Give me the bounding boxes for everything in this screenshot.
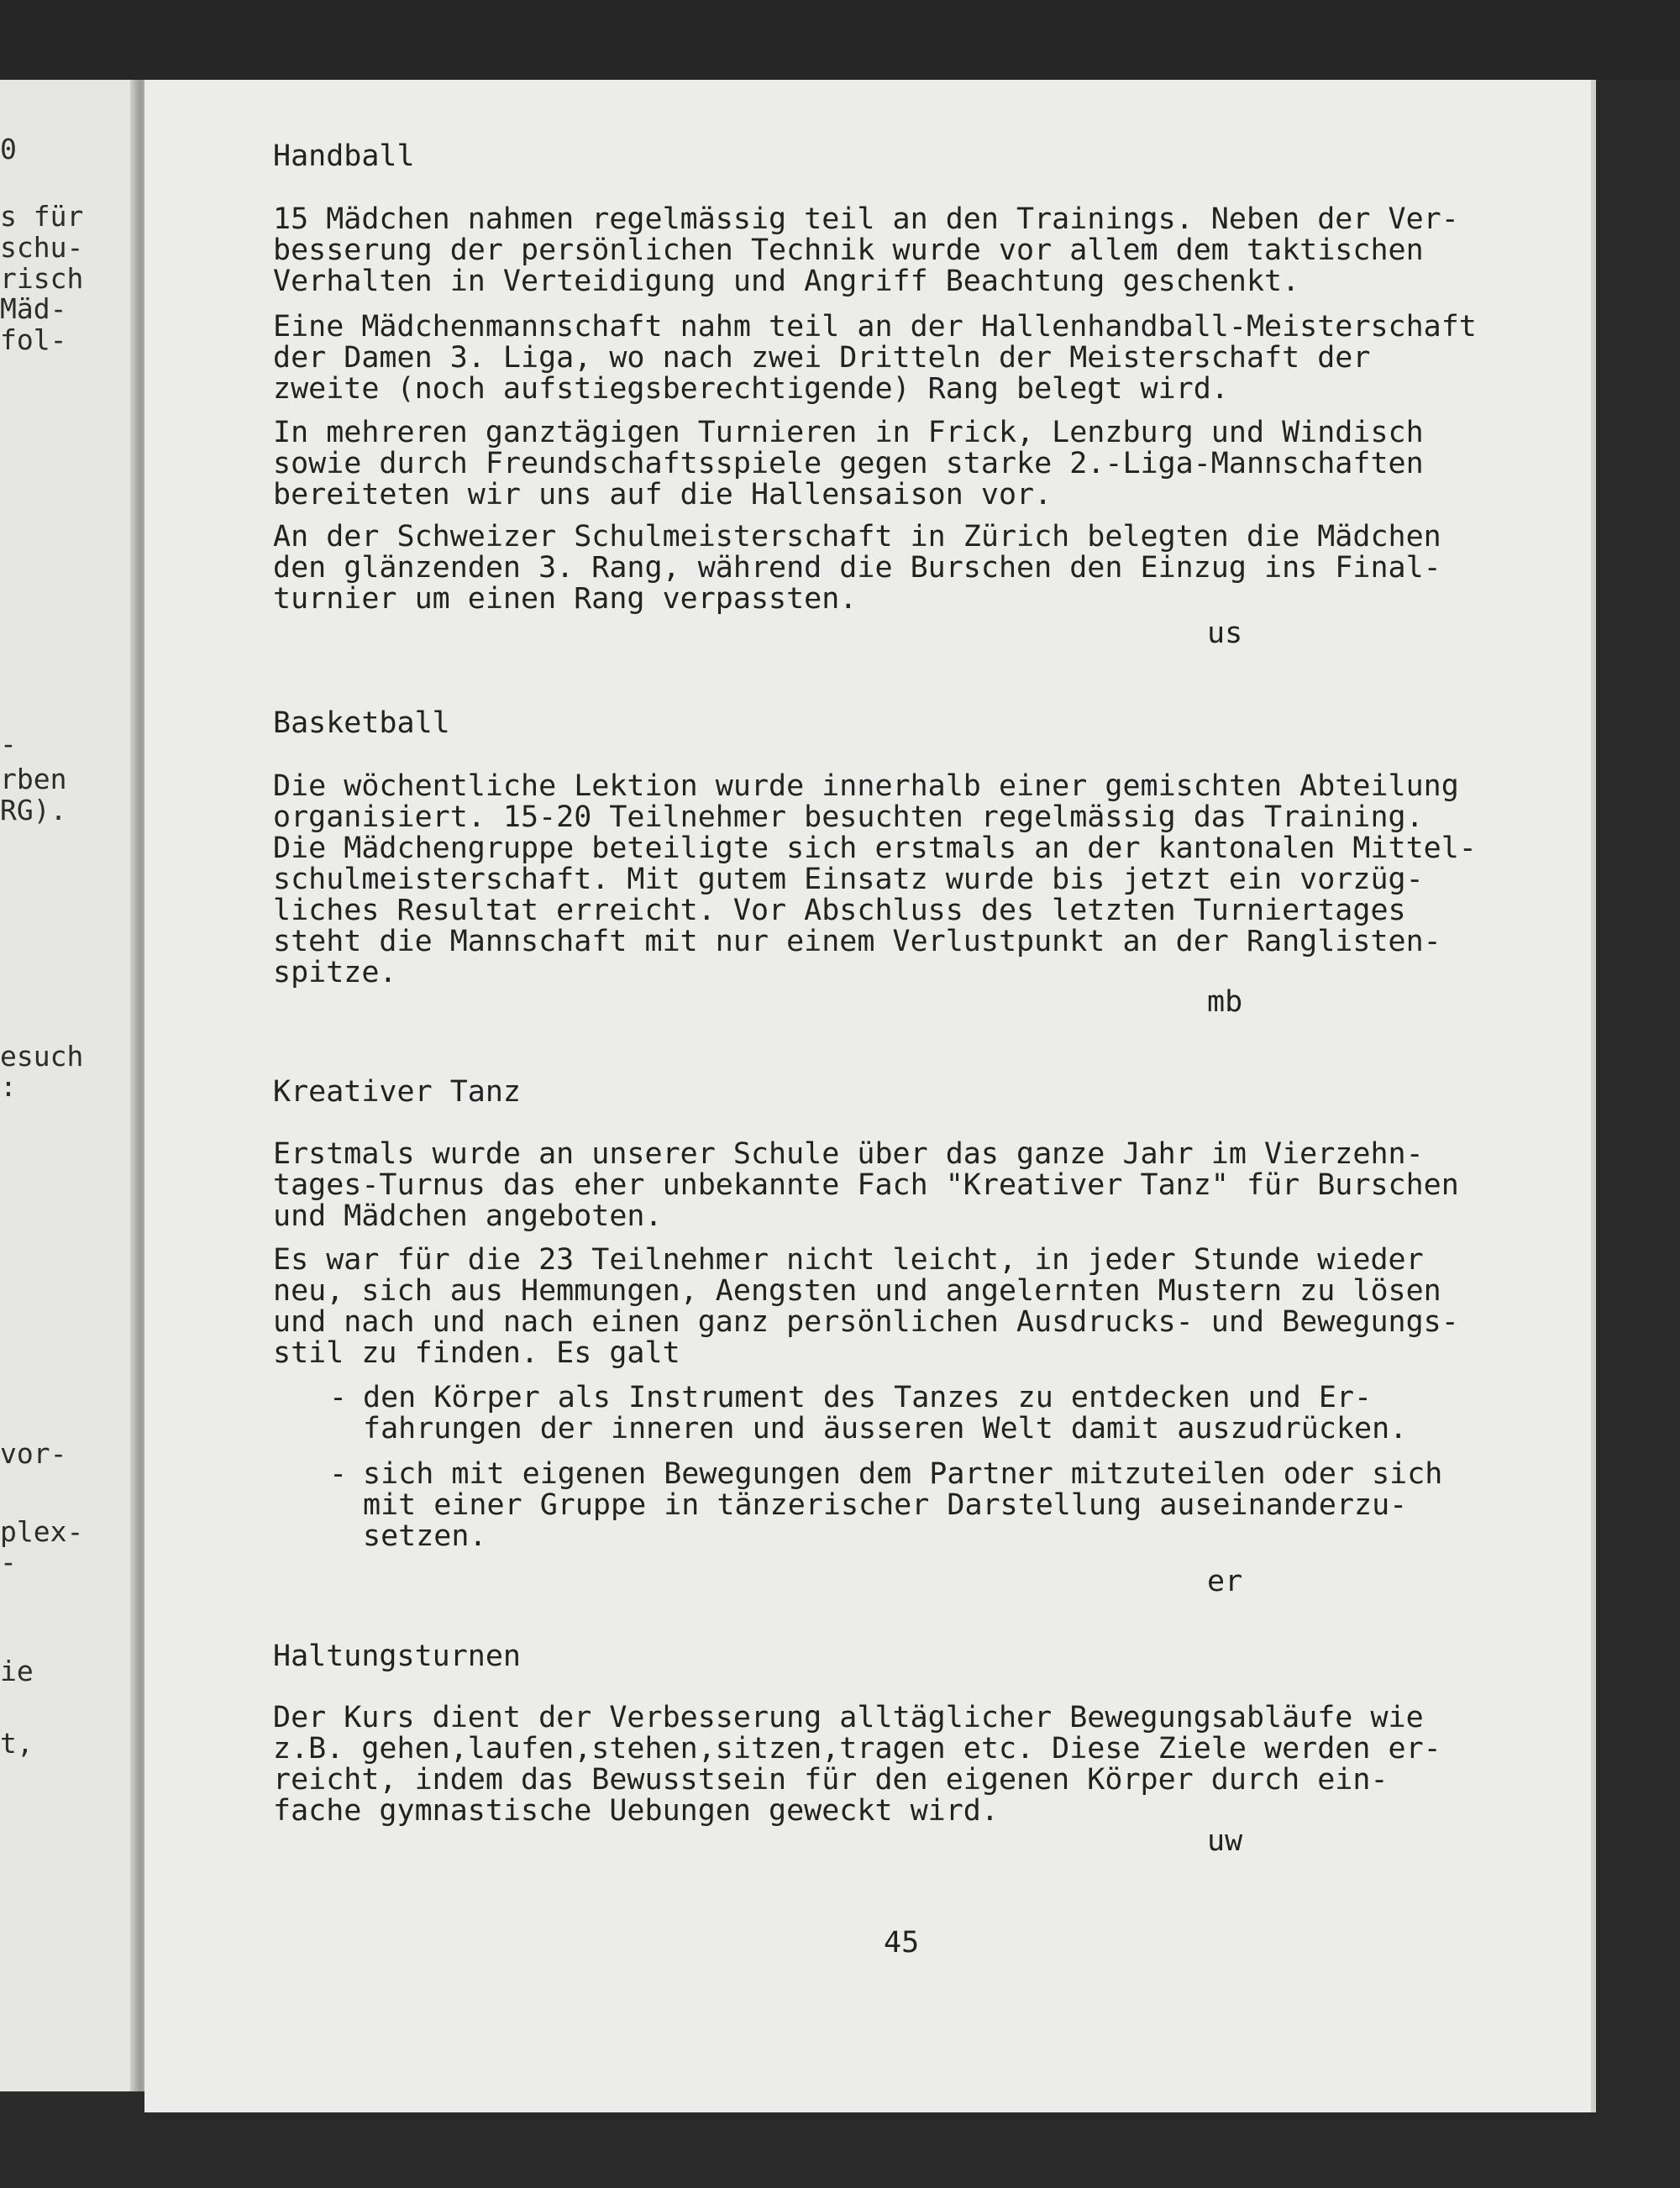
paragraph-line: Erstmals wurde an unserer Schule über das ganze Jahr im Vierzehn- — [273, 1137, 1424, 1171]
paragraph-line: 15 Mädchen nahmen regelmässig teil an den Trainings. Neben der Ver- — [273, 202, 1459, 236]
left-page-fragment: ie — [0, 1656, 34, 1687]
section-heading: Kreativer Tanz — [273, 1075, 522, 1109]
paragraph-line: Eine Mädchenmannschaft nahm teil an der Hallenhandball-Meisterschaft — [273, 310, 1477, 344]
section-heading: Basketball — [273, 706, 450, 740]
paragraph-line: stil zu finden. Es galt — [273, 1336, 680, 1370]
paragraph-line: z.B. gehen,laufen,stehen,sitzen,tragen etc. Diese Ziele werden er- — [273, 1732, 1441, 1766]
left-page-fragment: schu- — [0, 233, 84, 263]
left-page-fragment: rben — [0, 764, 67, 795]
paragraph-line: besserung der persönlichen Technik wurde vor allem dem taktischen — [273, 233, 1424, 267]
paragraph-line: bereiteten wir uns auf die Hallensaison vor. — [273, 478, 1053, 512]
paragraph-line: Der Kurs dient der Verbesserung alltäglicher Bewegungsabläufe wie — [273, 1701, 1424, 1734]
left-page-fragment: RG). — [0, 795, 67, 826]
bullet-item-line: mit einer Gruppe in tänzerischer Darstellung auseinanderzu- — [363, 1488, 1408, 1522]
left-page-fragment: fol- — [0, 325, 67, 355]
left-page-fragment: vor- — [0, 1439, 67, 1469]
left-page-fragment: risch — [0, 264, 84, 294]
left-page-fragment: plex- — [0, 1517, 84, 1547]
left-page-fragment: Mäd- — [0, 294, 67, 324]
bullet-item-line: setzen. — [363, 1519, 487, 1553]
left-page-fragment: 0 — [0, 134, 17, 165]
author-initials: us — [1207, 617, 1243, 650]
paragraph-line: turnier um einen Rang verpassten. — [273, 582, 858, 616]
paragraph-line: und Mädchen angeboten. — [273, 1199, 663, 1233]
paragraph-line: In mehreren ganztägigen Turnieren in Frick, Lenzburg und Windisch — [273, 416, 1424, 449]
paragraph-line: Es war für die 23 Teilnehmer nicht leicht, in jeder Stunde wieder — [273, 1243, 1424, 1277]
paragraph-line: neu, sich aus Hemmungen, Aengsten und angelernten Mustern zu lösen — [273, 1274, 1441, 1308]
left-page-fragment: : — [0, 1072, 17, 1102]
left-page-fragment: - — [0, 729, 17, 759]
page-number: 45 — [884, 1926, 920, 1960]
paragraph-line: reicht, indem das Bewusstsein für den eigenen Körper durch ein- — [273, 1763, 1389, 1797]
left-page-fragment: esuch — [0, 1042, 84, 1072]
bullet-item-line: fahrungen der inneren und äusseren Welt damit auszudrücken. — [363, 1412, 1408, 1446]
paragraph-line: sowie durch Freundschaftsspiele gegen starke 2.-Liga-Mannschaften — [273, 447, 1424, 480]
left-page-fragment: - — [0, 1547, 17, 1577]
paragraph-line: Die wöchentliche Lektion wurde innerhalb einer gemischten Abteilung — [273, 769, 1459, 803]
background-top — [0, 0, 1680, 80]
bullet-item-line: sich mit eigenen Bewegungen dem Partner mitzuteilen oder sich — [363, 1457, 1443, 1491]
bullet-item-line: den Körper als Instrument des Tanzes zu entdecken und Er- — [363, 1381, 1373, 1414]
paragraph-line: zweite (noch aufstiegsberechtigende) Rang belegt wird. — [273, 372, 1229, 406]
paragraph-line: den glänzenden 3. Rang, während die Burschen den Einzug ins Final- — [273, 551, 1441, 585]
left-page-fragment: t, — [0, 1729, 34, 1759]
paragraph-line: tages-Turnus das eher unbekannte Fach "Kreativer Tanz" für Burschen — [273, 1168, 1459, 1202]
paragraph-line: spitze. — [273, 956, 397, 989]
left-page-fragment: s für — [0, 202, 84, 232]
author-initials: uw — [1207, 1824, 1243, 1858]
paragraph-line: Die Mädchengruppe beteiligte sich erstmals an der kantonalen Mittel- — [273, 832, 1477, 865]
paragraph-line: schulmeisterschaft. Mit gutem Einsatz wurde bis jetzt ein vorzüg- — [273, 863, 1424, 896]
paragraph-line: steht die Mannschaft mit nur einem Verlustpunkt an der Ranglisten- — [273, 925, 1441, 958]
author-initials: er — [1207, 1565, 1243, 1598]
paragraph-line: Verhalten in Verteidigung und Angriff Beachtung geschenkt. — [273, 265, 1300, 298]
section-heading: Handball — [273, 139, 415, 173]
left-page — [0, 80, 139, 2091]
bullet-marker: - — [329, 1457, 348, 1491]
section-heading: Haltungsturnen — [273, 1640, 522, 1673]
paragraph-line: liches Resultat erreicht. Vor Abschluss des letzten Turniertages — [273, 894, 1406, 927]
paragraph-line: fache gymnastische Uebungen geweckt wird. — [273, 1794, 999, 1828]
paragraph-line: An der Schweizer Schulmeisterschaft in Zürich belegten die Mädchen — [273, 520, 1441, 554]
author-initials: mb — [1207, 985, 1243, 1019]
paragraph-line: der Damen 3. Liga, wo nach zwei Dritteln der Meisterschaft der — [273, 341, 1371, 375]
paragraph-line: organisiert. 15-20 Teilnehmer besuchten regelmässig das Training. — [273, 800, 1424, 834]
bullet-marker: - — [329, 1381, 348, 1414]
paragraph-line: und nach und nach einen ganz persönlichen Ausdrucks- und Bewegungs- — [273, 1305, 1459, 1339]
